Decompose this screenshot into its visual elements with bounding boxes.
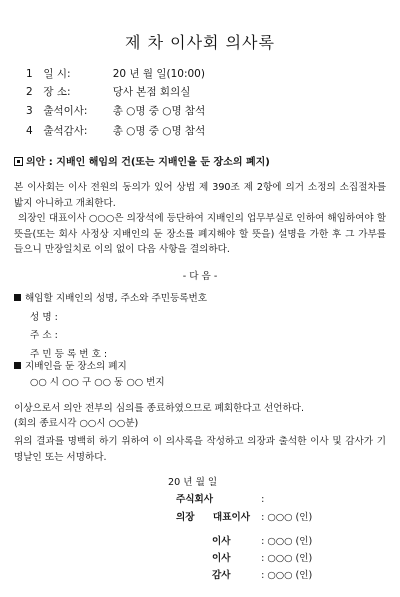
square-bullet-icon [14,294,21,301]
meta-row-auditors [26,123,205,138]
signature-value: : ○○○ (인) [261,570,313,581]
meta-row-directors [26,103,205,118]
signature-value: : ○○○ (인) [261,512,313,523]
page-title: 제 차 이사회 의사록 [125,33,275,52]
section-heading-details: - 다 음 - [182,271,218,282]
signature-row-director-2 [212,550,312,564]
meta-row-datetime [26,66,205,81]
signature-value: : ○○○ (인) [261,536,313,547]
paragraph-signing: 위의 결과를 명백히 하기 위하여 이 의사록을 작성하고 의장과 출석한 이사 및 감사가 기명날인 또는 서명하다. [14,436,386,463]
signature-label: 이사 [212,553,231,564]
meta-label: 출석감사: [43,125,88,137]
meta-num: 1 [26,68,33,80]
meta-num: 2 [26,86,33,98]
signature-row-company [176,491,264,505]
signature-row-chairman [176,509,312,523]
closing-time: (회의 종료시각 ○○시 ○○분) [14,418,139,429]
location-address: ○○ 시 ○○ 구 ○○ 동 ○○ 번지 [30,377,165,388]
date-line: 20 년 월 일 [168,477,218,488]
boxed-square-icon [14,157,23,166]
agenda-title: 의안 : 지배인 해임의 건(또는 지배인을 둔 장소의 폐지) [26,157,270,168]
signature-row-director-1 [212,533,312,547]
item-title: 지배인을 둔 장소의 폐지 [25,361,127,372]
field-id-label: 주 민 등 록 번 호 : [30,349,108,360]
meta-num: 4 [26,125,33,137]
signature-value: : [261,494,265,505]
item-heading-manager [14,290,207,304]
agenda-heading [14,153,270,168]
field-address-label: 주 소 : [30,330,58,341]
meta-label: 일 시: [43,68,71,80]
signature-label: 감사 [212,570,231,581]
paragraph-opening: 본 이사회는 이사 전원의 동의가 있어 상법 제 390조 제 2항에 의거 소정의 소집절차를 밟지 아니하고 개최한다. [14,182,386,209]
signature-label: 주식회사 [176,494,214,505]
paragraph-closing: 이상으로서 의안 전부의 심의를 종료하였으므로 폐회한다고 선언하다. [14,403,305,414]
signature-value: : ○○○ (인) [261,553,313,564]
item-title: 해임할 지배인의 성명, 주소와 주민등록번호 [25,293,208,304]
meta-label: 장 소: [43,86,71,98]
meta-row-place [26,84,190,99]
meta-label: 출석이사: [43,105,88,117]
meta-value: 당사 본점 회의실 [112,86,191,98]
meta-value: 총 ○명 중 ○명 참석 [112,105,206,117]
item-heading-location [14,358,127,372]
meta-value: 총 ○명 중 ○명 참석 [112,125,206,137]
square-bullet-icon [14,362,21,369]
field-name-label: 성 명 : [30,312,58,323]
signature-label: 의장 대표이사 [176,512,250,523]
meta-num: 3 [26,105,33,117]
paragraph-proceedings: 의장인 대표이사 ○○○은 의장석에 등단하여 지배인의 업무부실로 인하여 해임하여야 할 뜻을(또는 회사 사정상 지배인의 둔 장소를 폐지해야 할 뜻을) 설명을 가한 후 그 가부를 들으니 만장일치로 이의 없이 다음 사항을 결의하다. [14,213,386,255]
signature-label: 이사 [212,536,231,547]
signature-row-auditor [212,567,312,581]
meta-value: 20 년 월 일(10:00) [112,68,205,80]
